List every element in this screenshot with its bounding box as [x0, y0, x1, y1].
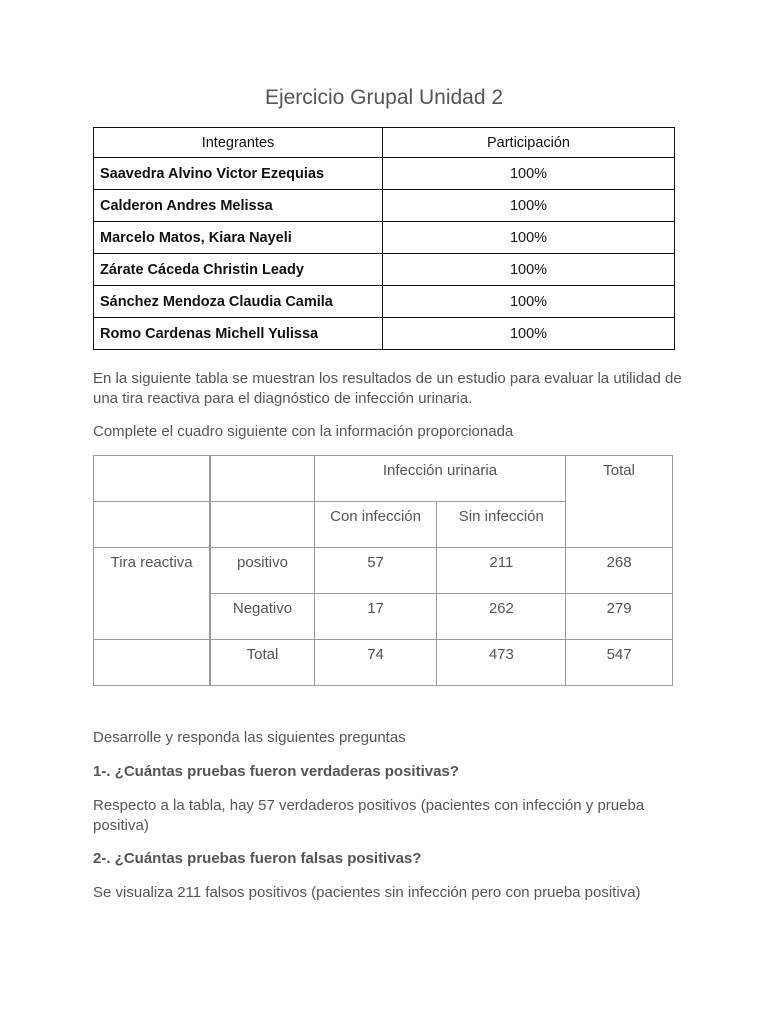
cell-con: 74 [314, 640, 437, 686]
cell-con: 57 [314, 548, 437, 594]
table-row [94, 640, 673, 686]
header-integrantes: Integrantes [94, 128, 383, 158]
member-participation: 100% [383, 254, 675, 286]
member-name: Sánchez Mendoza Claudia Camila [94, 286, 383, 318]
member-name: Calderon Andres Melissa [94, 190, 383, 222]
questions-intro: Desarrolle y responda las siguientes preguntas [93, 729, 406, 746]
table-row [94, 254, 675, 286]
table-row [94, 318, 675, 350]
empty-cell [210, 456, 314, 502]
member-participation: 100% [383, 158, 675, 190]
cell-total: 268 [566, 548, 673, 594]
cell-total: 279 [566, 594, 673, 640]
empty-cell [94, 456, 211, 502]
table-row [94, 158, 675, 190]
member-participation: 100% [383, 222, 675, 254]
row-label: Negativo [210, 594, 314, 640]
results-table [93, 455, 673, 686]
cell-sin: 262 [437, 594, 566, 640]
member-name: Romo Cardenas Michell Yulissa [94, 318, 383, 350]
member-participation: 100% [383, 190, 675, 222]
member-name: Saavedra Alvino Victor Ezequias [94, 158, 383, 190]
question-1: 1-. ¿Cuántas pruebas fueron verdaderas positivas? [93, 763, 459, 780]
empty-cell [210, 502, 314, 548]
instruction-text: Complete el cuadro siguiente con la información proporcionada [93, 423, 514, 440]
total-header: Total [566, 456, 673, 548]
cell-con: 17 [314, 594, 437, 640]
cell-sin: 211 [437, 548, 566, 594]
answer-1: Respecto a la tabla, hay 57 verdaderos positivos (pacientes con infección y prueba positiva) [93, 797, 645, 834]
intro-paragraph: En la siguiente tabla se muestran los resultados de un estudio para evaluar la utilidad de una tira reactiva para el diagnóstico de infección urinaria. [93, 370, 682, 407]
question-2: 2-. ¿Cuántas pruebas fueron falsas positivas? [93, 850, 422, 867]
empty-cell [94, 502, 211, 548]
page-title: Ejercicio Grupal Unidad 2 [264, 86, 504, 109]
member-participation: 100% [383, 286, 675, 318]
answer-2: Se visualiza 211 falsos positivos (pacientes sin infección pero con prueba positiva) [93, 884, 641, 901]
members-table [93, 127, 675, 350]
with-infection-header: Con infección [314, 502, 437, 548]
cell-total: 547 [566, 640, 673, 686]
without-infection-header: Sin infección [437, 502, 566, 548]
header-participacion: Participación [383, 128, 675, 158]
row-label: Total [210, 640, 314, 686]
table-row [94, 222, 675, 254]
row-label: positivo [210, 548, 314, 594]
infection-header: Infección urinaria [314, 456, 566, 502]
members-header-row [94, 128, 675, 158]
results-header-row [94, 456, 673, 502]
table-row [94, 286, 675, 318]
member-participation: 100% [383, 318, 675, 350]
empty-cell [94, 640, 211, 686]
table-row [94, 548, 673, 594]
row-group-label: Tira reactiva [94, 548, 211, 640]
member-name: Zárate Cáceda Christin Leady [94, 254, 383, 286]
member-name: Marcelo Matos, Kiara Nayeli [94, 222, 383, 254]
table-row [94, 190, 675, 222]
cell-sin: 473 [437, 640, 566, 686]
